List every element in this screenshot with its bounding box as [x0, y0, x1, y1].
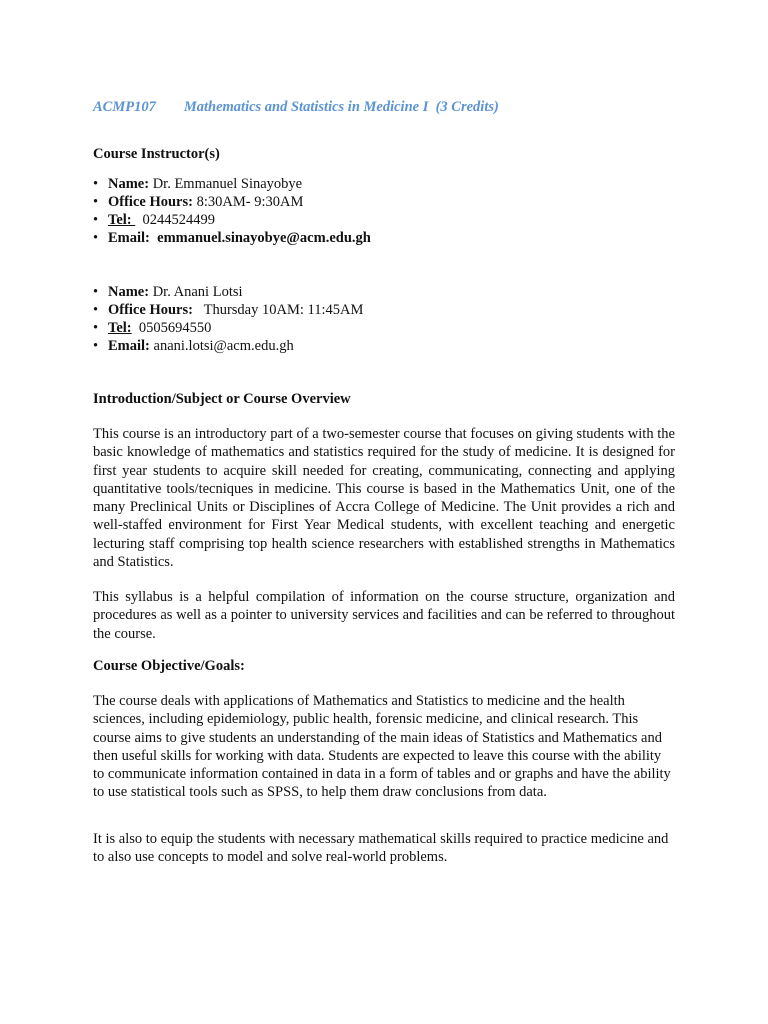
tel-label: Tel: — [108, 212, 136, 228]
tel-value: 0244524499 — [135, 212, 216, 228]
tel-value: 0505694550 — [131, 320, 212, 336]
instructor-2-office-hours — [93, 301, 363, 319]
objectives-heading: Course Objective/Goals: — [93, 658, 245, 674]
instructor-1-name — [93, 175, 371, 193]
intro-paragraph-2: This syllabus is a helpful compilation of information on the course structure, organization and procedures as well as a pointer to university services and facilities and can be referred to throughout the course. — [93, 589, 675, 642]
office-hours-label: Office Hours: — [108, 194, 193, 210]
instructors-heading: Course Instructor(s) — [93, 146, 220, 162]
name-value: Dr. Emmanuel Sinayobye — [149, 176, 303, 192]
name-value: Dr. Anani Lotsi — [149, 284, 243, 300]
email-value: anani.lotsi@acm.edu.gh — [149, 338, 294, 354]
email-value: emmanuel.sinayobye@acm.edu.gh — [149, 230, 371, 246]
instructor-2-name — [93, 283, 363, 301]
course-code: ACMP107 — [93, 99, 156, 115]
objectives-paragraph-1: The course deals with applications of Mathematics and Statistics to medicine and the health sciences, including epidemiology, public health, forensic medicine, and clinical research. This course aims to give students an understanding of the main ideas of Statistics and Mathematics and then useful skills for working with data. Students are expected to leave this course with the ability to communicate information contained in data in a form of tables and or graphs and have the ability to use statistical tools such as SPSS, to help them draw conclusions from data. — [93, 693, 671, 801]
objectives-paragraph-2: It is also to equip the students with necessary mathematical skills required to practice medicine and to also use concepts to model and solve real-world problems. — [93, 831, 669, 866]
course-title-line — [93, 99, 499, 116]
intro-paragraph-1: This course is an introductory part of a two-semester course that focuses on giving students with the basic knowledge of mathematics and statistics required for the study of medicine. It is designed for first year students to acquire skill needed for creating, communicating, connecting and applying quantitative tools/tecniques in medicine. This course is based in the Mathematics Unit, one of the many Preclinical Units or Disciplines of Accra College of Medicine. The Unit provides a rich and well-staffed environment for First Year Medical students, with excellent teaching and energetic lecturing staff comprising top health science researchers with established strengths in Mathematics and Statistics. — [93, 426, 675, 571]
name-label: Name: — [108, 284, 150, 300]
instructor-1-tel — [93, 211, 371, 229]
tel-label: Tel: — [108, 320, 132, 336]
instructor-1-office-hours — [93, 193, 371, 211]
instructor-1-email — [93, 229, 371, 247]
intro-heading: Introduction/Subject or Course Overview — [93, 391, 351, 407]
course-name: Mathematics and Statistics in Medicine I (3 Credits) — [183, 99, 499, 115]
email-label: Email: — [108, 338, 150, 354]
office-hours-value: Thursday 10AM: 11:45AM — [192, 302, 364, 318]
instructor-2-tel — [93, 319, 363, 337]
instructor-2-email — [93, 337, 363, 355]
office-hours-label: Office Hours: — [108, 302, 193, 318]
name-label: Name: — [108, 176, 150, 192]
email-label: Email: — [108, 230, 150, 246]
office-hours-value: 8:30AM- 9:30AM — [192, 194, 304, 210]
instructor-2-contact-list — [93, 283, 363, 355]
instructor-1-contact-list — [93, 175, 371, 247]
